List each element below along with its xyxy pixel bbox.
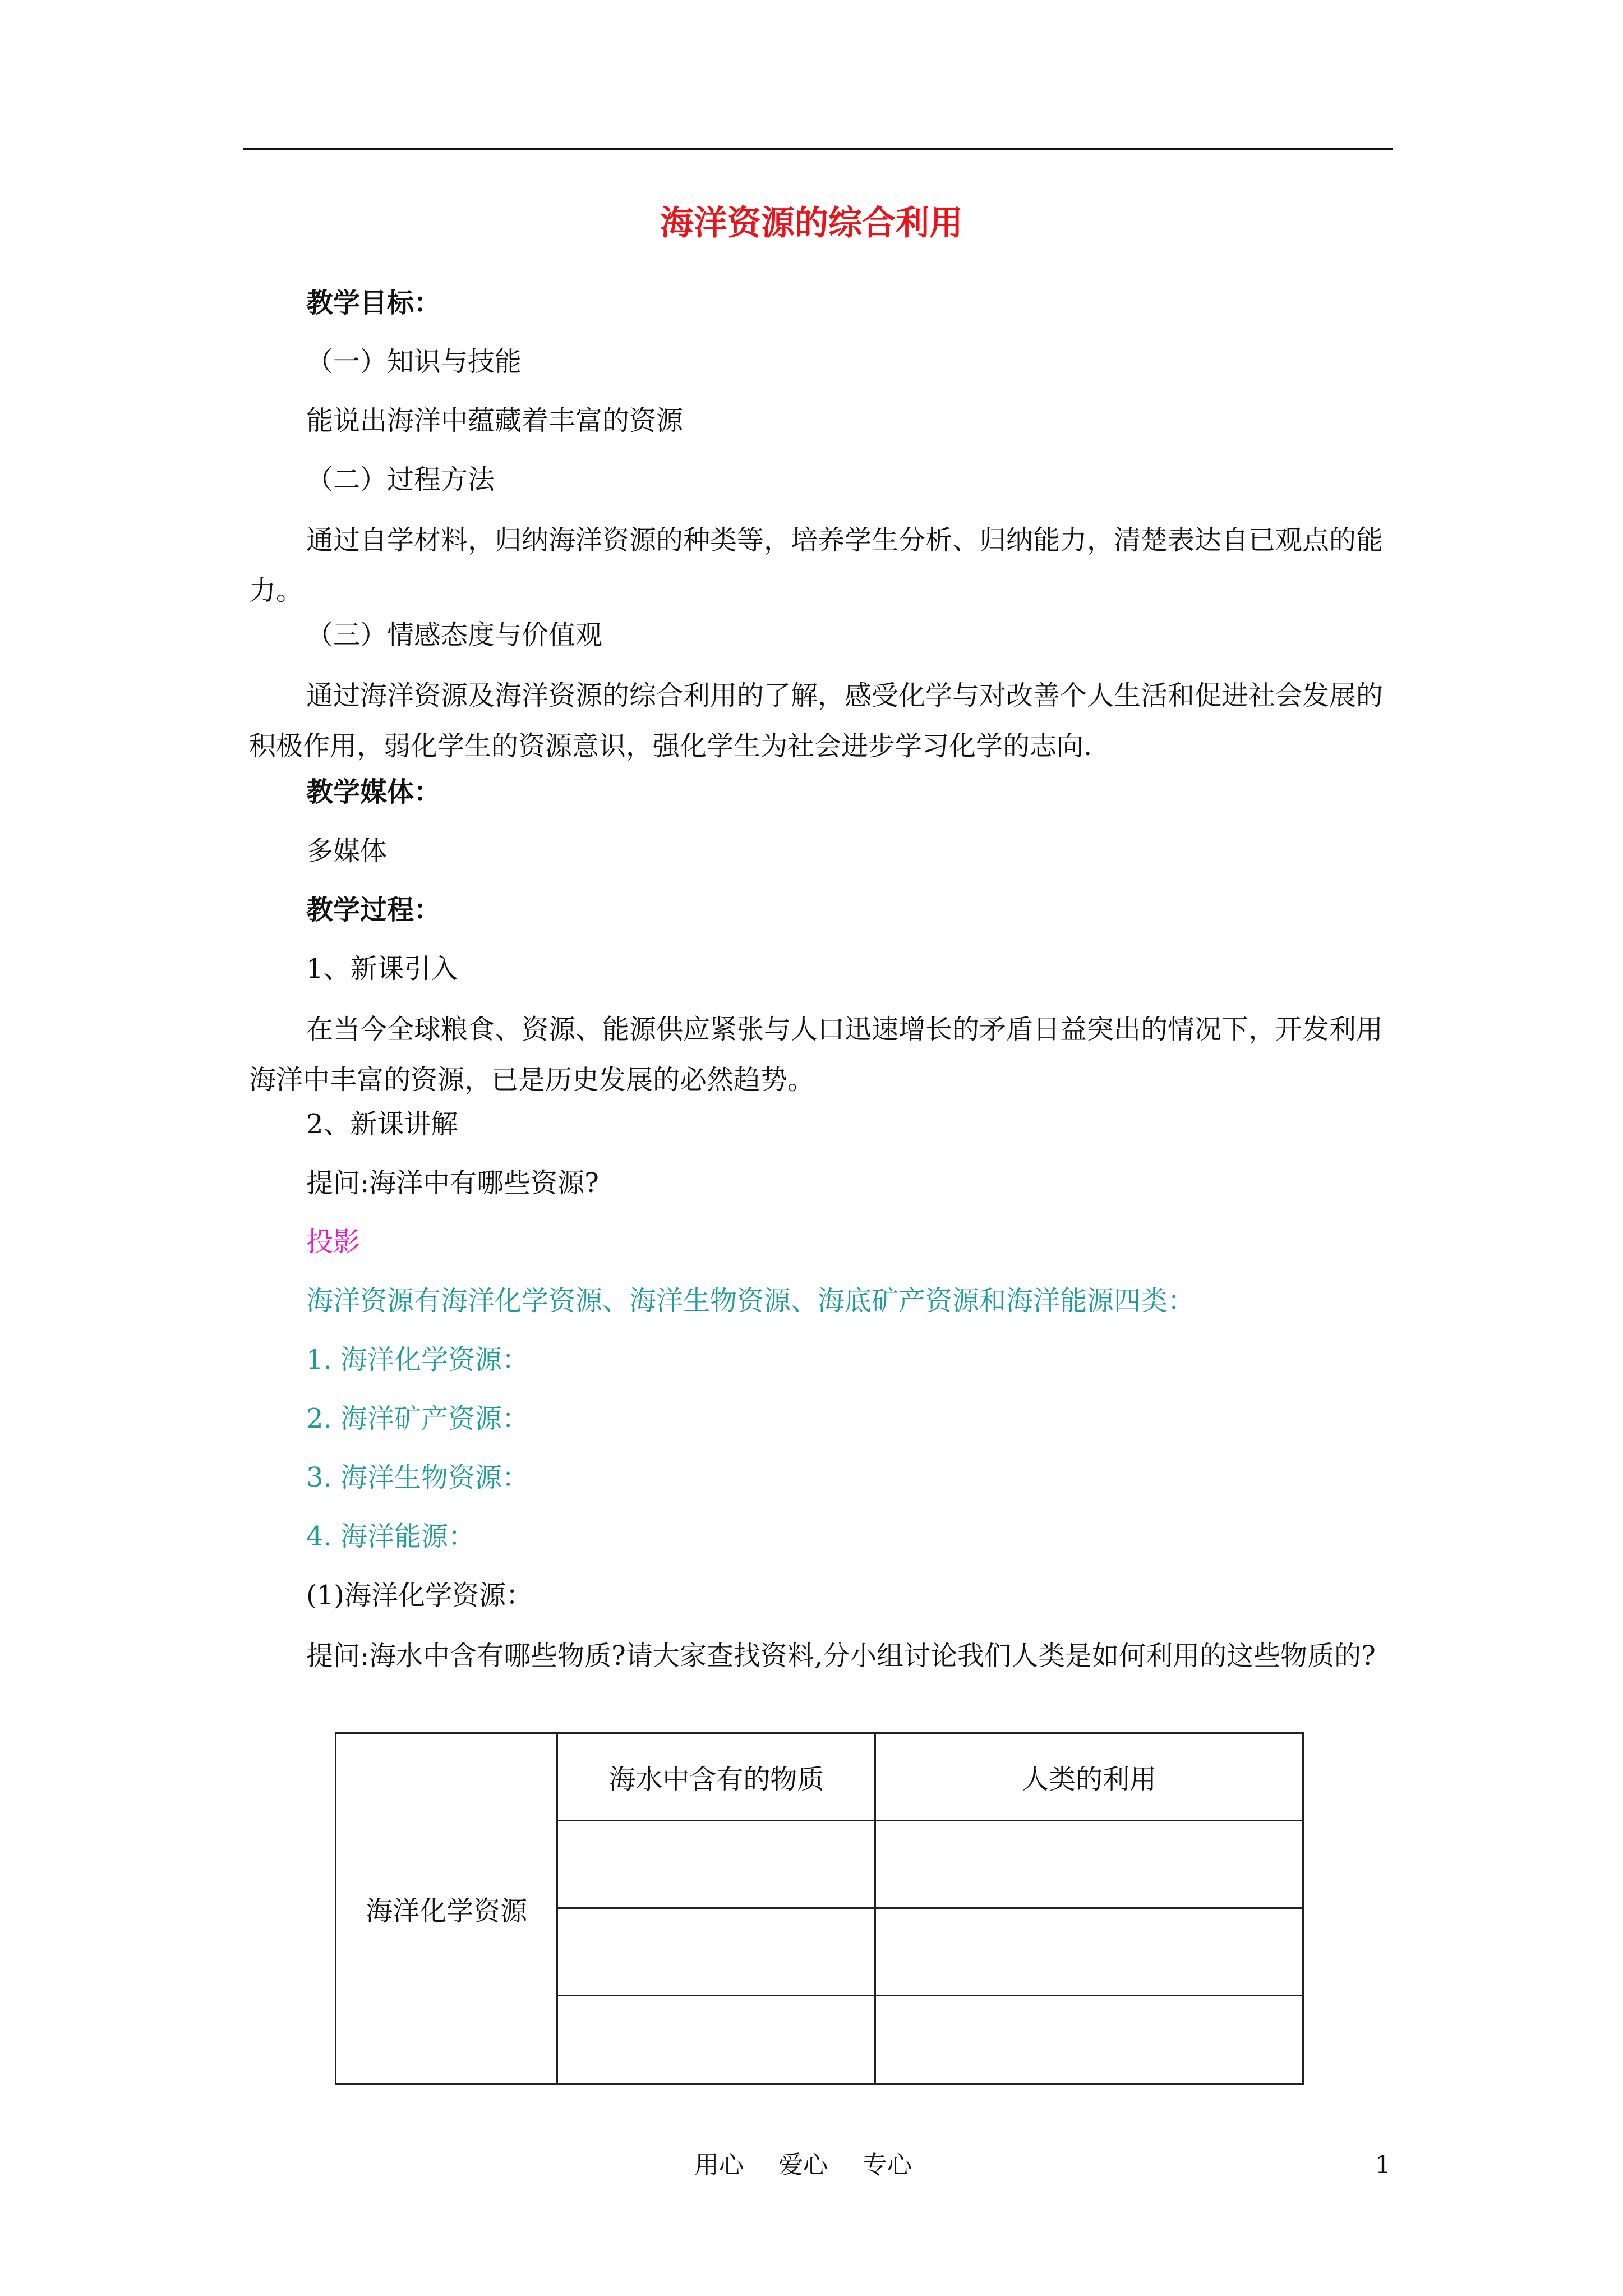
page-number: 1 (1375, 2151, 1391, 2179)
header-rule (243, 148, 1393, 150)
table-cell (557, 1996, 875, 2084)
emotion-values-text: 通过海洋资源及海洋资源的综合利用的了解，感受化学与对改善个人生活和促进社会发展的积极作用，弱化学生的资源意识，强化学生为社会进步学习化学的志向. (249, 680, 1384, 762)
question-1: 提问:海洋中有哪些资源? (306, 1167, 599, 1199)
table-header-substance: 海水中含有的物质 (557, 1733, 875, 1821)
process-method-text: 通过自学材料，归纳海洋资源的种类等，培养学生分析、归纳能力，清楚表达自已观点的能力。 (249, 524, 1384, 606)
footer-motto (694, 2148, 939, 2182)
projection-item-1: 1. 海洋化学资源： (306, 1344, 529, 1375)
table-cell (875, 1908, 1303, 1996)
resources-table (335, 1732, 1304, 2085)
table-header-usage: 人类的利用 (875, 1733, 1303, 1821)
subsection-1-title: (1)海洋化学资源： (306, 1580, 533, 1611)
process-method-title: （二）过程方法 (306, 464, 495, 495)
footer-word: 用心 (694, 2151, 744, 2179)
table-cell (875, 1996, 1303, 2084)
table-cell (875, 1821, 1303, 1908)
step1-title: 1、新课引入 (306, 953, 458, 984)
media-text: 多媒体 (306, 835, 388, 867)
knowledge-skills-title: （一）知识与技能 (306, 346, 522, 378)
process-heading: 教学过程： (306, 894, 441, 926)
footer-word: 专心 (863, 2151, 912, 2179)
question-2: 提问:海水中含有哪些物质?请大家查找资料,分小组讨论我们人类是如何利用的这些物质的? (306, 1640, 1376, 1672)
projection-item-3: 3. 海洋生物资源： (306, 1462, 529, 1493)
media-heading: 教学媒体： (306, 776, 441, 808)
table-cell (557, 1821, 875, 1908)
page-title: 海洋资源的综合利用 (660, 204, 963, 243)
step1-text: 在当今全球粮食、资源、能源供应紧张与人口迅速增长的矛盾日益突出的情况下，开发利用海洋中丰富的资源，已是历史发展的必然趋势。 (249, 1014, 1384, 1096)
projection-item-4: 4. 海洋能源： (306, 1521, 476, 1552)
knowledge-skills-text: 能说出海洋中蕴藏着丰富的资源 (306, 405, 684, 436)
goals-heading: 教学目标： (306, 287, 441, 319)
table-row-label: 海洋化学资源 (336, 1733, 557, 2084)
footer-word: 爱心 (778, 2151, 828, 2179)
projection-line: 海洋资源有海洋化学资源、海洋生物资源、海底矿产资源和海洋能源四类： (306, 1285, 1195, 1317)
emotion-values-title: （三）情感态度与价值观 (306, 619, 603, 651)
step2-title: 2、新课讲解 (306, 1108, 458, 1140)
table-cell (557, 1908, 875, 1996)
projection-label: 投影 (306, 1226, 361, 1258)
projection-item-2: 2. 海洋矿产资源： (306, 1403, 529, 1434)
